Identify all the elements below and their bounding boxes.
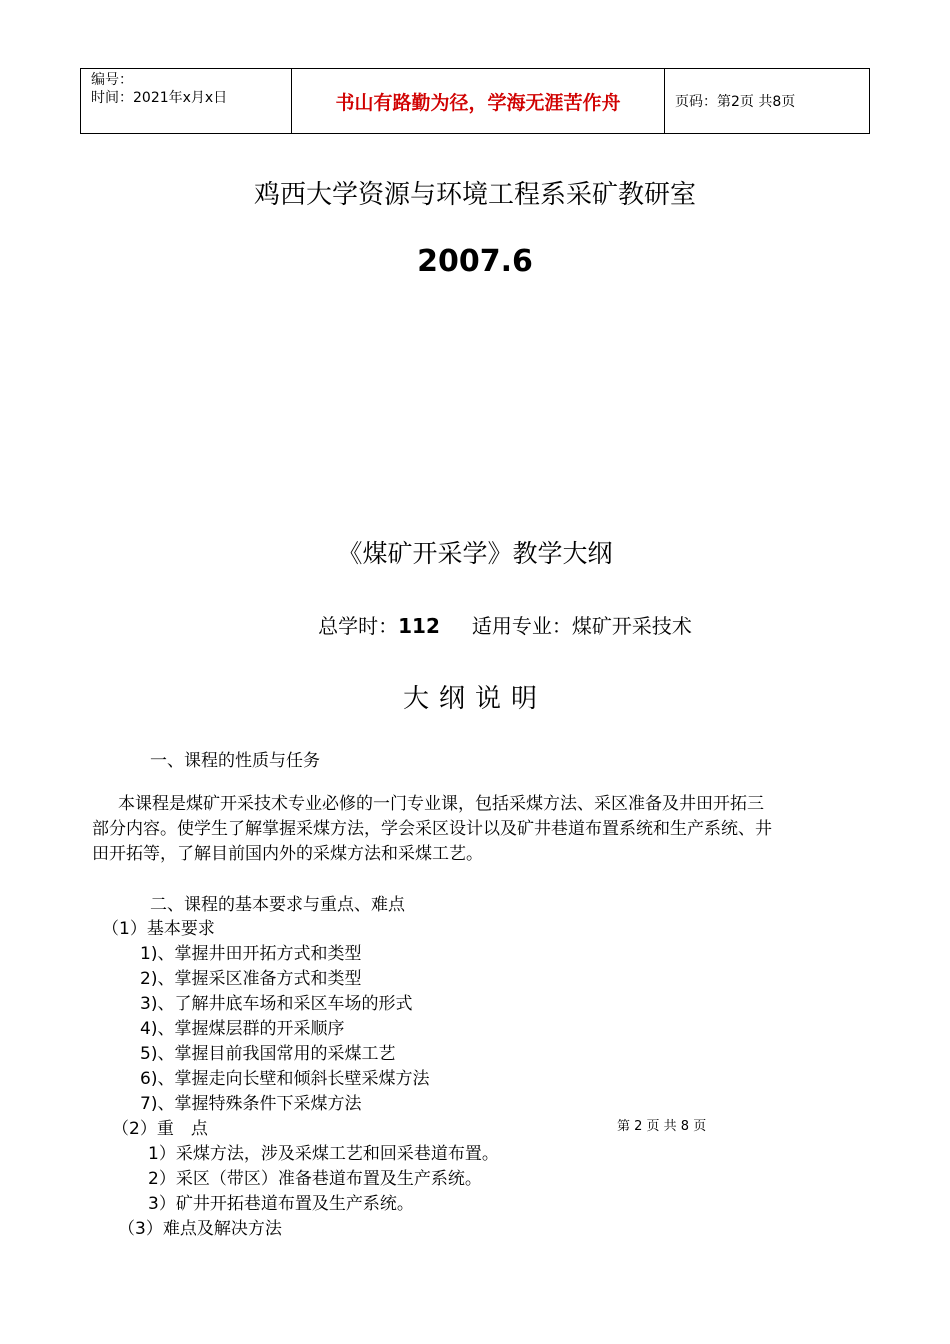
motto: 书山有路勤为径，学海无涯苦作舟 xyxy=(292,69,665,134)
list-item: 2）采区（带区）准备巷道布置及生产系统。 xyxy=(148,1169,482,1189)
difficulty-title: （3）难点及解决方法 xyxy=(118,1219,282,1239)
nature-paragraph xyxy=(92,792,872,867)
list-item: 1）采煤方法，涉及采煤工艺和回采巷道布置。 xyxy=(148,1144,499,1164)
para-line: 部分内容。使学生了解掌握采煤方法，学会采区设计以及矿井巷道布置系统和生产系统、井 xyxy=(92,819,772,839)
heading-nature-task: 一、课程的性质与任务 xyxy=(150,751,320,771)
org-title: 鸡西大学资源与环境工程系采矿教研室 xyxy=(253,180,696,210)
heading-requirements: 二、课程的基本要求与重点、难点 xyxy=(150,895,405,915)
header-info-cell xyxy=(81,69,292,134)
list-item: 4)、掌握煤层群的开采顺序 xyxy=(140,1019,345,1039)
para-line: 本课程是煤矿开采技术专业必修的一门专业课，包括采煤方法、采区准备及井田开拓三 xyxy=(118,794,764,814)
hours-label: 总学时： xyxy=(318,614,399,638)
major-label: 适用专业：煤矿开采技术 xyxy=(471,614,692,638)
document-date: 2007.6 xyxy=(417,244,533,279)
course-title: 《煤矿开采学》教学大纲 xyxy=(337,539,613,568)
list-item: 3)、了解井底车场和采区车场的形式 xyxy=(140,994,413,1014)
key-points-title: （2）重 点 xyxy=(112,1119,208,1139)
list-item: 1)、掌握井田开拓方式和类型 xyxy=(140,944,362,964)
section-title: 大纲说明 xyxy=(402,684,547,714)
number-label: 编号： xyxy=(91,72,133,88)
page-footer: 第 2 页 共 8 页 xyxy=(617,1119,707,1134)
course-hours-line xyxy=(0,610,950,639)
hours-value: 112 xyxy=(398,614,440,638)
time-label: 时间：2021年x月x日 xyxy=(91,90,228,106)
list-item: 7)、掌握特殊条件下采煤方法 xyxy=(140,1094,362,1114)
header-table xyxy=(80,68,870,134)
list-item: 5)、掌握目前我国常用的采煤工艺 xyxy=(140,1044,396,1064)
list-item: 6)、掌握走向长壁和倾斜长壁采煤方法 xyxy=(140,1069,430,1089)
basic-requirements-title: （1）基本要求 xyxy=(102,919,215,939)
list-item: 2)、掌握采区准备方式和类型 xyxy=(140,969,362,989)
page-code: 页码：第2页 共8页 xyxy=(665,69,870,134)
para-line: 田开拓等，了解目前国内外的采煤方法和采煤工艺。 xyxy=(92,844,483,864)
list-item: 3）矿井开拓巷道布置及生产系统。 xyxy=(148,1194,414,1214)
